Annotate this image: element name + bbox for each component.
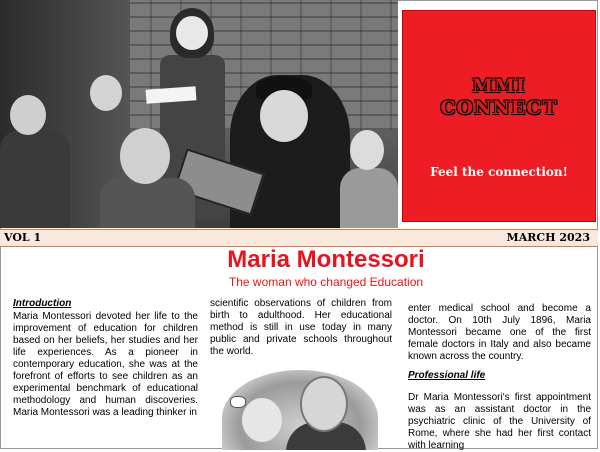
article-column-3 <box>408 303 591 452</box>
article-subheadline: The woman who changed Education <box>228 275 424 289</box>
column-1-text: Maria Montessori devoted her life to the improvement of education for children based on her beliefs, her studies and her life experiences. As a pioneer in contemporary education, she was at the forefront of efforts to see children as an experimental benchmark of educational methodology and human discoveries. Maria Montessori was a leading thinker in <box>13 311 198 418</box>
volume-label: VOL 1 <box>4 231 42 244</box>
masthead-title-line1: MMI <box>472 75 526 97</box>
article-headline: Maria Montessori <box>227 246 425 273</box>
section-heading-professional-life: Professional life <box>408 370 486 381</box>
issue-bar <box>0 229 598 247</box>
issue-date: MARCH 2023 <box>506 231 590 244</box>
article-column-1 <box>13 296 198 419</box>
section-heading-introduction: Introduction <box>13 298 72 309</box>
column-2-text: scientific observations of children from birth to adulthood. Her educational method is still in use today in many public and private schools throughout the world. <box>210 298 392 357</box>
masthead-tagline: Feel the connection! <box>430 165 568 179</box>
column-3-text: enter medical school and become a doctor. On 10th July 1896, Maria Montessori became one of the first female doctors in Italy and also became known across the country. <box>408 303 591 362</box>
article-column-2 <box>210 298 392 358</box>
cover-photo <box>0 0 398 228</box>
masthead-title-line2: CONNECT <box>440 97 558 119</box>
column-3-text-2: Dr Maria Montessori's first appointment was as an assistant doctor in the psychiatric clinic of the University of Rome, where she had her first contact with learning <box>408 392 591 451</box>
masthead-panel <box>402 10 596 222</box>
